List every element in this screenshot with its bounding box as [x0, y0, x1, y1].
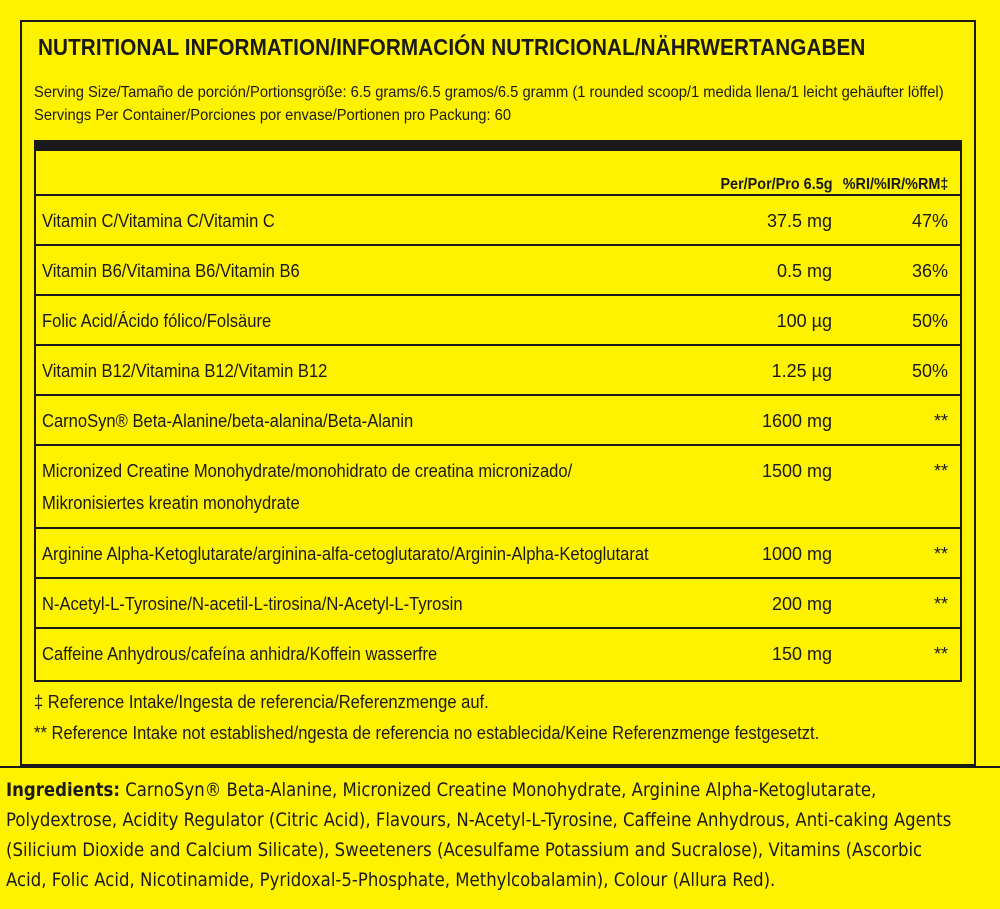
nutrient-percent: 50%	[911, 311, 948, 331]
nutrient-name: N-Acetyl-L-Tyrosine/N-acetil-L-tirosina/N-Acetyl-L-Tyrosin	[42, 594, 463, 614]
ingredients-list	[6, 775, 963, 895]
nutrient-amount: 200 mg	[771, 594, 832, 614]
nutrition-panel	[20, 20, 976, 766]
nutrient-percent: **	[933, 461, 948, 481]
nutrient-amount: 1.25 µg	[771, 361, 832, 381]
column-header-amount: Per/Por/Pro 6.5g	[719, 176, 832, 193]
nutrient-amount: 37.5 mg	[766, 211, 832, 231]
panel-title: NUTRITIONAL INFORMATION/INFORMACIÓN NUTRICIONAL/NÄHRWERTANGABEN	[38, 34, 866, 60]
nutrient-amount: 0.5 mg	[776, 261, 832, 281]
servings-per-container: Servings Per Container/Porciones por envase/Portionen pro Packung: 60	[34, 107, 512, 124]
nutrient-name: Vitamin B6/Vitamina B6/Vitamin B6	[42, 261, 300, 281]
nutrient-percent: **	[933, 644, 948, 664]
table-row	[36, 246, 960, 296]
footnote-reference-intake: ‡ Reference Intake/Ingesta de referencia/Referenzmenge auf.	[34, 692, 489, 712]
table-row	[36, 529, 960, 579]
table-row	[36, 446, 960, 529]
footnote-not-established: ** Reference Intake not established/ngesta de referencia no establecida/Keine Referenzmenge festgesetzt.	[34, 723, 820, 743]
nutrient-amount: 1500 mg	[761, 461, 832, 481]
nutrient-percent: **	[933, 544, 948, 564]
table-row	[36, 629, 960, 680]
column-header-percent: %RI/%IR/%RM‡	[842, 176, 948, 193]
nutrient-name: CarnoSyn® Beta-Alanine/beta-alanina/Beta-Alanin	[42, 411, 414, 431]
nutrient-name: Caffeine Anhydrous/cafeína anhidra/Koffein wasserfre	[42, 644, 438, 664]
nutrient-amount: 150 mg	[771, 644, 832, 664]
nutrient-percent: **	[933, 594, 948, 614]
nutrient-amount: 1600 mg	[761, 411, 832, 431]
nutrient-amount: 1000 mg	[761, 544, 832, 564]
table-row	[36, 196, 960, 246]
nutrient-percent: 50%	[911, 361, 948, 381]
header-divider	[34, 140, 962, 151]
table-row	[36, 579, 960, 629]
table-row	[36, 346, 960, 396]
serving-size: Serving Size/Tamaño de porción/Portionsgröße: 6.5 grams/6.5 gramos/6.5 gramm (1 rounded scoop/1 medida llena/1 leicht gehäufter löffel)	[34, 84, 944, 101]
nutrient-percent: 36%	[911, 261, 948, 281]
nutrient-name	[42, 455, 572, 519]
nutrient-percent: 47%	[911, 211, 948, 231]
nutrient-name: Vitamin C/Vitamina C/Vitamin C	[42, 211, 275, 231]
nutrient-name-line-1: Micronized Creatine Monohydrate/monohidrato de creatina micronizado/	[42, 461, 573, 481]
nutrient-name: Folic Acid/Ácido fólico/Folsäure	[42, 311, 272, 331]
ingredients-label: Ingredients:	[6, 779, 120, 801]
nutrient-name: Arginine Alpha-Ketoglutarate/arginina-alfa-cetoglutarato/Arginin-Alpha-Ketoglutarat	[42, 544, 649, 564]
table-header-row	[36, 151, 960, 196]
section-divider	[0, 766, 1000, 768]
nutrient-name: Vitamin B12/Vitamina B12/Vitamin B12	[42, 361, 328, 381]
table-row	[36, 396, 960, 446]
nutrition-table	[34, 151, 962, 682]
ingredients-text: CarnoSyn® Beta-Alanine, Micronized Creatine Monohydrate, Arginine Alpha-Ketoglutarate, Polydextrose, Acidity Regulator (Citric Acid), Flavours, N-Acetyl-L-Tyrosine, Caffeine Anhydrous, Anti-caking Agents (Silicium Dioxide and Calcium Silicate), Sweeteners (Acesulfame Potassium and Sucralose), Vitamins (Ascorbic Acid, Folic Acid, Nicotinamide, Pyridoxal-5-Phosphate, Methylcobalamin), Colour (Allura Red).	[6, 779, 952, 891]
table-row	[36, 296, 960, 346]
nutrient-amount: 100 µg	[776, 311, 832, 331]
nutrient-percent: **	[933, 411, 948, 431]
nutrient-name-line-2: Mikronisiertes kreatin monohydrate	[42, 493, 300, 513]
